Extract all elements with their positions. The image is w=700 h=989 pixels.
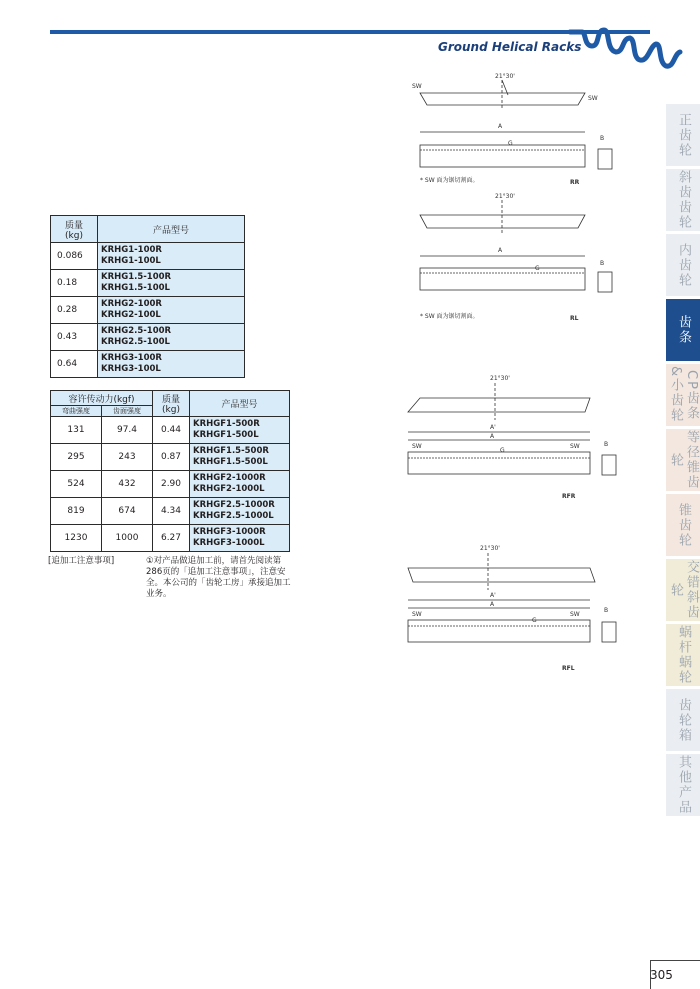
cell-mass: 4.34 xyxy=(153,498,190,525)
cell-model: KRHGF1.5-500R KRHGF1.5-500L xyxy=(190,444,290,471)
dim-a-label: A xyxy=(498,247,503,254)
cell-mass: 0.43 xyxy=(51,324,98,351)
sw-label: SW xyxy=(412,443,422,450)
header-surface-strength: 齿面强度 xyxy=(102,406,153,417)
cell-surface: 243 xyxy=(102,444,153,471)
table-row xyxy=(51,444,290,471)
sw-note: * SW 面为锯切割面。 xyxy=(420,313,479,320)
cell-surface: 674 xyxy=(102,498,153,525)
dim-g-label: G xyxy=(500,447,505,454)
tab-spur-gears[interactable]: 正齿轮 xyxy=(666,104,700,166)
cell-surface: 97.4 xyxy=(102,417,153,444)
table-row xyxy=(51,417,290,444)
rfr-label: RFR xyxy=(562,493,576,500)
tab-other-products[interactable]: 其他产品 xyxy=(666,754,700,816)
angle-label: 21°30' xyxy=(480,545,500,552)
note-text: ①对产品做追加工前，请首先阅读第286页的「追加工注意事项」，注意安全。本公司的「齿轮工房」承接追加工业务。 xyxy=(146,556,291,599)
table-row xyxy=(51,297,245,324)
cell-model: KRHGF2-1000R KRHGF2-1000L xyxy=(190,471,290,498)
cell-model: KRHG3-100R KRHG3-100L xyxy=(98,351,245,378)
header-bar xyxy=(50,30,650,34)
dim-g-label: G xyxy=(535,265,540,272)
table-allowable-force xyxy=(50,390,290,552)
rfl-label: RFL xyxy=(562,665,575,672)
tab-cp-racks[interactable]: CP齿条&小齿轮 xyxy=(666,364,700,426)
table-row xyxy=(51,270,245,297)
cell-bending: 295 xyxy=(51,444,102,471)
sw-label: SW xyxy=(412,83,422,90)
cell-model: KRHG2.5-100R KRHG2.5-100L xyxy=(98,324,245,351)
cell-bending: 819 xyxy=(51,498,102,525)
cell-mass: 2.90 xyxy=(153,471,190,498)
table-row xyxy=(51,243,245,270)
tab-helical-gears[interactable]: 斜齿齿轮 xyxy=(666,169,700,231)
cell-model: KRHGF2.5-1000R KRHGF2.5-1000L xyxy=(190,498,290,525)
sw-label: SW xyxy=(412,611,422,618)
dim-b-label: B xyxy=(604,607,609,614)
cell-mass: 0.086 xyxy=(51,243,98,270)
rack-drawings xyxy=(380,60,650,672)
cell-mass: 0.18 xyxy=(51,270,98,297)
tab-bevel-gears[interactable]: 锥齿轮 xyxy=(666,494,700,556)
cell-mass: 0.64 xyxy=(51,351,98,378)
page-number: 305 xyxy=(650,968,673,982)
cell-bending: 1230 xyxy=(51,525,102,552)
dim-b-label: B xyxy=(604,441,609,448)
cell-mass: 0.28 xyxy=(51,297,98,324)
header-model: 产品型号 xyxy=(98,216,245,243)
dim-a-prime-label: A' xyxy=(490,592,496,599)
cell-mass: 6.27 xyxy=(153,525,190,552)
sw-label: SW xyxy=(570,443,580,450)
cell-model: KRHG1.5-100R KRHG1.5-100L xyxy=(98,270,245,297)
header-model: 产品型号 xyxy=(190,391,290,417)
tab-screw-gears[interactable]: 交错斜齿轮 xyxy=(668,560,699,620)
dim-g-label: G xyxy=(532,617,537,624)
dim-a-label: A xyxy=(490,601,495,608)
tab-miter-gears[interactable]: 等径锥齿轮 xyxy=(668,430,699,490)
cell-model: KRHGF1-500R KRHGF1-500L xyxy=(190,417,290,444)
angle-label: 21°30' xyxy=(495,193,515,200)
dim-b-label: B xyxy=(600,135,605,142)
dim-a-label: A xyxy=(490,433,495,440)
rl-label: RL xyxy=(570,315,579,322)
page-title: Ground Helical Racks xyxy=(438,40,582,54)
header-bending-strength: 弯曲强度 xyxy=(51,406,102,417)
angle-label: 21°30' xyxy=(495,73,515,80)
dim-a-prime-label: A' xyxy=(490,424,496,431)
sw-note: * SW 面为锯切割面。 xyxy=(420,177,479,184)
cell-mass: 0.44 xyxy=(153,417,190,444)
tab-internal-gears[interactable]: 内齿轮 xyxy=(666,234,700,296)
table-row xyxy=(51,471,290,498)
cell-mass: 0.87 xyxy=(153,444,190,471)
header-mass: 质量 (kg) xyxy=(153,391,190,417)
table-row xyxy=(51,498,290,525)
cell-model: KRHGF3-1000R KRHGF3-1000L xyxy=(190,525,290,552)
dim-a-label: A xyxy=(498,123,503,130)
dim-b-label: B xyxy=(600,260,605,267)
table-row xyxy=(51,525,290,552)
dim-g-label: G xyxy=(508,140,513,147)
side-tabs xyxy=(666,104,700,819)
header-allowable-force: 容许传动力(kgf) xyxy=(51,391,153,406)
angle-label: 21°30' xyxy=(490,375,510,382)
tab-worm-gears[interactable]: 蜗杆蜗轮 xyxy=(666,624,700,686)
table-weights xyxy=(50,215,245,378)
tab-racks[interactable]: 齿条 xyxy=(666,299,700,361)
tab-gearboxes[interactable]: 齿轮箱 xyxy=(666,689,700,751)
header-mass: 质量 (kg) xyxy=(51,216,98,243)
cell-bending: 131 xyxy=(51,417,102,444)
cell-surface: 1000 xyxy=(102,525,153,552)
table-row xyxy=(51,324,245,351)
cell-model: KRHG1-100R KRHG1-100L xyxy=(98,243,245,270)
cell-bending: 524 xyxy=(51,471,102,498)
sw-label: SW xyxy=(588,95,598,102)
note-label: [追加工注意事项] xyxy=(48,556,115,566)
sw-label: SW xyxy=(570,611,580,618)
page-number-rule xyxy=(650,960,700,961)
cell-model: KRHG2-100R KRHG2-100L xyxy=(98,297,245,324)
rr-label: RR xyxy=(570,179,580,186)
cell-surface: 432 xyxy=(102,471,153,498)
table-row xyxy=(51,351,245,378)
